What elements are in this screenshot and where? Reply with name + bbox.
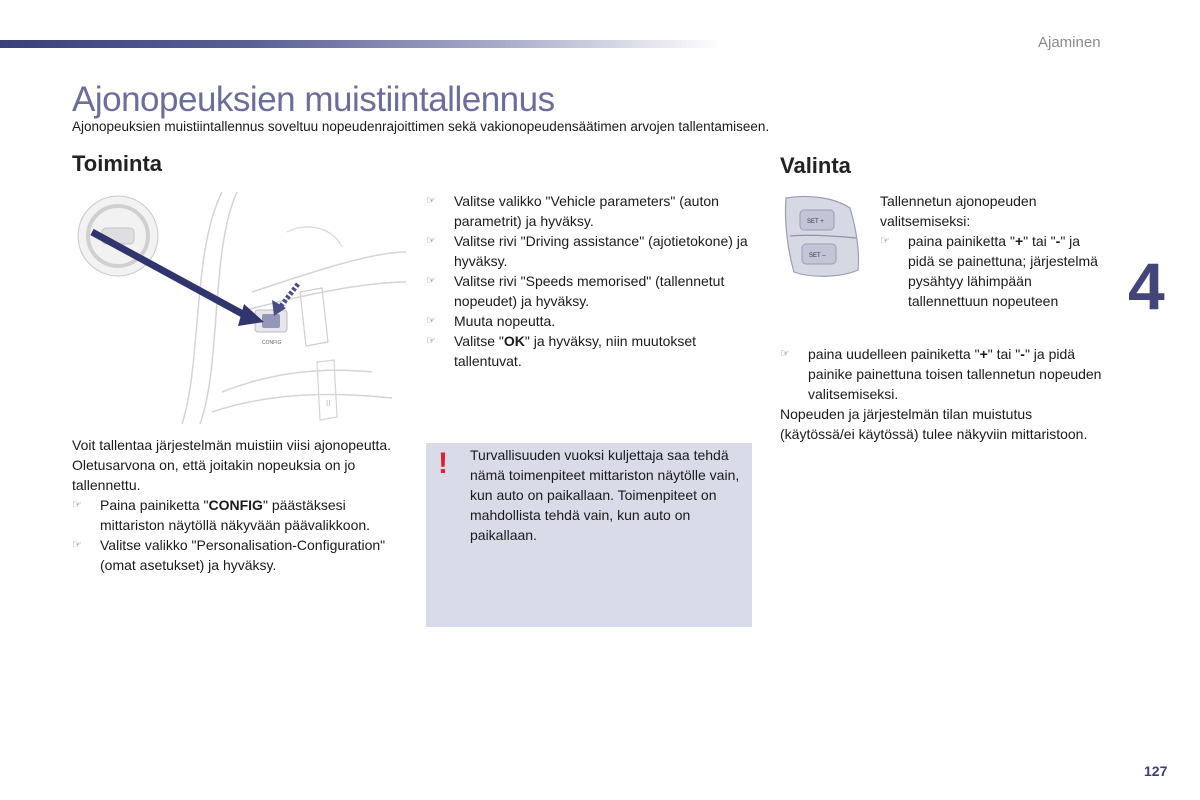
intro-text: Ajonopeuksien muistiintallennus soveltuu nopeudenrajoittimen sekä vakionopeudensäätimen arvojen tallentamiseen. [72, 119, 770, 134]
hand-pointer-icon: ☞ [426, 235, 436, 247]
warning-text: Turvallisuuden vuoksi kuljettaja saa tehdä nämä toimenpiteet mittariston näytölle vain, kun auto on paikallaan. Toimenpiteet on mahdollista tehdä vain, kun auto on paikallaan. [470, 447, 740, 543]
step-item: ☞ Muuta nopeutta. [426, 313, 556, 329]
step-item: ☞ Valitse rivi "Speeds memorised" (tallennetut nopeudet) ja hyväksy. [426, 273, 725, 309]
toiminta-steps-right [426, 191, 756, 371]
valinta-text-bottom [780, 344, 1110, 444]
set-buttons-illustration [780, 192, 862, 280]
exclamation-icon: ! [438, 447, 448, 480]
step-item: ☞ Valitse valikko "Vehicle parameters" (auton parametrit) ja hyväksy. [426, 193, 719, 229]
svg-text:II: II [326, 399, 331, 408]
page-title: Ajonopeuksien muistiintallennus [72, 80, 555, 119]
valinta-text-right [880, 191, 1100, 311]
step-item: ☞ Paina painiketta "CONFIG" päästäksesi mittariston näytöllä näkyvään päävalikkoon. [72, 497, 371, 533]
hand-pointer-icon: ☞ [780, 348, 790, 360]
set-minus-label: SET – [809, 253, 826, 259]
paragraph: Oletusarvona on, että joitakin nopeuksia on jo tallennettu. [72, 457, 356, 493]
hand-pointer-icon: ☞ [880, 235, 890, 247]
paragraph: Nopeuden ja järjestelmän tilan muistutus (käytössä/ei käytössä) tulee näkyviin mittaristoon. [780, 406, 1088, 442]
section-name: Ajaminen [1038, 34, 1101, 51]
set-plus-label: SET + [807, 219, 824, 225]
paragraph: Voit tallentaa järjestelmän muistiin viisi ajonopeutta. [72, 437, 392, 453]
step-item: ☞ Valitse valikko "Personalisation-Configuration" (omat asetukset) ja hyväksy. [72, 537, 386, 573]
hand-pointer-icon: ☞ [426, 275, 436, 287]
warning-box [426, 443, 752, 627]
chapter-number: 4 [1128, 249, 1165, 323]
heading-valinta: Valinta [780, 153, 851, 178]
step-item: ☞ paina uudelleen painiketta "+" tai "-" ja pidä painike painettuna toisen tallennetun nopeuden valitsemiseksi. [780, 346, 1102, 402]
config-label: CONFIG [262, 340, 282, 346]
hand-pointer-icon: ☞ [426, 195, 436, 207]
hand-pointer-icon: ☞ [72, 539, 82, 551]
heading-toiminta: Toiminta [72, 151, 163, 176]
toiminta-text-left [72, 435, 407, 575]
hand-pointer-icon: ☞ [426, 335, 436, 347]
step-item: ☞ Valitse "OK" ja hyväksy, niin muutokset tallentuvat. [426, 333, 697, 369]
paragraph: Tallennetun ajonopeuden valitsemiseksi: [880, 193, 1037, 229]
step-item: ☞ paina painiketta "+" tai "-" ja pidä se painettuna; järjestelmä pysähtyy lähimpään tallennettuun nopeuteen [880, 233, 1098, 309]
step-item: ☞ Valitse rivi "Driving assistance" (ajotietokone) ja hyväksy. [426, 233, 748, 269]
header-color-bar [0, 40, 720, 48]
steering-wheel-illustration [72, 192, 406, 424]
page-number: 127 [1144, 763, 1168, 779]
hand-pointer-icon: ☞ [426, 315, 436, 327]
hand-pointer-icon: ☞ [72, 499, 82, 511]
